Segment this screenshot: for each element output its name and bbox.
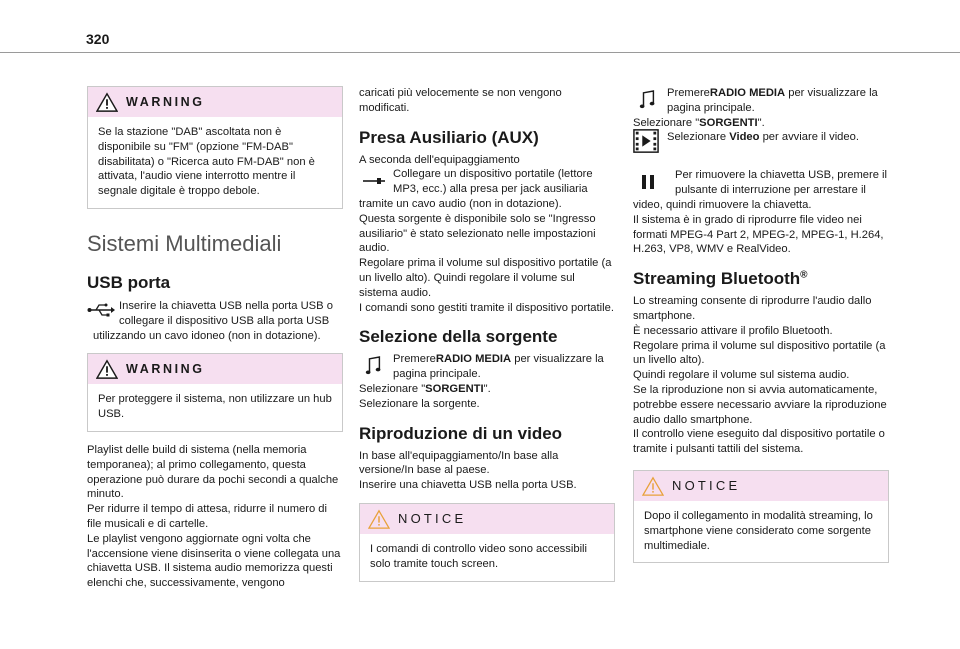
notice-header <box>360 504 614 534</box>
music-note-icon <box>365 356 383 376</box>
pause-text: Per rimuovere la chiavetta USB, premere il pulsante di interruzione per arrestare il video, quindi rimuovere la chiavetta. <box>633 169 888 211</box>
usb-paragraph <box>87 299 343 343</box>
pause-paragraph <box>633 168 889 212</box>
usb-text: Inserire la chiavetta USB nella porta USB o collegare il dispositivo USB alla porta USB utilizzando un cavo idoneo (non in dotazione). <box>93 299 333 342</box>
radio-media-label: RADIO MEDIA <box>435 353 512 366</box>
warning-triangle-icon <box>96 92 118 112</box>
jack-plug-icon <box>363 176 385 186</box>
select-sources-line <box>359 382 615 397</box>
notice-header <box>634 471 888 501</box>
pause-icon <box>641 174 655 190</box>
usb-heading: USB porta <box>87 272 171 292</box>
radio-media-label: RADIO MEDIA <box>709 87 786 99</box>
formats-text: Il sistema è in grado di riprodurre file video nei formati MPEG-4 Part 2, MPEG-2, MPEG-1, H.264, H.263, VP8, WMV e RealVideo. <box>633 213 884 256</box>
press-label: Premere <box>393 353 436 366</box>
notice-box-video <box>359 503 615 582</box>
continued-text: caricati più velocemente se non vengono modificati. <box>359 87 562 114</box>
notice-title: NOTICE <box>672 478 741 494</box>
warning-header <box>88 87 342 117</box>
press-paragraph <box>633 86 889 116</box>
select-prefix: Selezionare " <box>359 382 426 395</box>
source-paragraph <box>359 352 615 382</box>
select-source-line: Selezionare la sorgente. <box>359 397 480 410</box>
warning-box-dab <box>87 86 343 209</box>
column-3 <box>633 86 889 563</box>
video-label: Video <box>729 131 760 144</box>
warning-text: Per proteggere il sistema, non utilizzare un hub USB. <box>98 393 332 421</box>
bluetooth-heading-text: Streaming Bluetooth <box>633 269 801 289</box>
page-number: 320 <box>86 31 110 47</box>
video-play-icon <box>633 128 659 154</box>
video-heading: Riproduzione di un video <box>359 423 563 443</box>
aux-icon-paragraph <box>359 167 615 211</box>
bluetooth-heading <box>633 269 889 289</box>
notice-text: Dopo il collegamento in modalità streaming, lo smartphone viene considerato come sorgente multimediale. <box>644 509 873 552</box>
usb-icon <box>87 303 115 317</box>
notice-triangle-icon <box>642 476 664 496</box>
press-suffix: per visualizzare la pagina principale. <box>393 353 604 381</box>
aux-text: Questa sorgente è disponibile solo se "Ingresso ausiliario" è stato selezionato nelle impostazioni audio. Regolare prima il volume sul dispositivo portatile (a un livello alto). Quindi regolare il volume sul sistema audio. I comandi sono gestiti tramite il dispositivo portatile. <box>359 212 614 314</box>
warning-title: WARNING <box>126 362 205 377</box>
warning-triangle-icon <box>96 359 118 379</box>
video-select-paragraph <box>633 130 889 160</box>
warning-box-hub <box>87 353 343 432</box>
notice-box-streaming <box>633 470 889 563</box>
video-select-prefix: Selezionare <box>667 131 730 144</box>
section-title: Sistemi Multimediali <box>87 230 282 256</box>
select-suffix: ". <box>757 116 765 129</box>
playlist-paragraph: Playlist delle build di sistema (nella memoria temporanea); al primo collegamento, questa operazione può durare da pochi secondi a qualche minuto. Per ridurre il tempo di attesa, ridurre il numero di file musicali e di cartelle. Le playlist vengono aggiornate ogni volta che l'accensione viene disinserita o viene collegata una chiavetta USB. Il sistema audio memorizza questi elenchi che, successivamente, vengono <box>87 443 341 590</box>
header-divider <box>0 52 960 53</box>
source-heading: Selezione della sorgente <box>359 327 558 347</box>
bluetooth-text: Lo streaming consente di riprodurre l'audio dallo smartphone. È necessario attivare il profilo Bluetooth. Regolare prima il volume sul dispositivo portatile (a un livello alto). Quindi regolare il volume sul sistema audio. Se la riproduzione non si avvia automaticamente, potrebbe essere necessario avviare la riproduzione audio dallo smartphone. Il controllo viene eseguito dal dispositivo portatile o tramite i pulsanti tattili del sistema. <box>633 295 887 456</box>
aux-heading: Presa Ausiliario (AUX) <box>359 127 539 147</box>
warning-title: WARNING <box>126 95 205 109</box>
registered-mark: ® <box>800 269 808 281</box>
notice-triangle-icon <box>368 509 390 529</box>
notice-text: I comandi di controllo video sono accessibili solo tramite touch screen. <box>370 542 588 570</box>
press-label: Premere <box>667 87 710 99</box>
sources-label: SORGENTI <box>425 382 484 395</box>
aux-icon-text: Collegare un dispositivo portatile (lettore MP3, ecc.) alla presa per jack ausiliaria tramite un cavo audio (non in dotazione). <box>359 168 593 210</box>
press-suffix: per visualizzare la pagina principale. <box>667 87 878 114</box>
column-1 <box>87 86 343 591</box>
video-text: In base all'equipaggiamento/In base alla versione/In base al paese. Inserire una chiavetta USB nella porta USB. <box>359 449 577 492</box>
warning-header <box>88 354 342 384</box>
music-note-icon <box>639 90 657 110</box>
warning-text: Se la stazione "DAB" ascoltata non è disponibile su "FM" (opzione "FM-DAB" disabilitata) o "Ricerca auto FM-DAB" non è attivata, l'audio viene interrotto mentre il segnale digitale è troppo debole. <box>98 126 315 198</box>
sources-label: SORGENTI <box>699 116 758 129</box>
select-suffix: ". <box>483 382 491 395</box>
select-prefix: Selezionare " <box>633 116 700 129</box>
select-sources-line <box>633 116 889 131</box>
column-2 <box>359 86 615 582</box>
aux-intro: A seconda dell'equipaggiamento <box>359 153 520 166</box>
video-select-suffix: per avviare il video. <box>759 131 859 144</box>
notice-title: NOTICE <box>398 511 467 527</box>
